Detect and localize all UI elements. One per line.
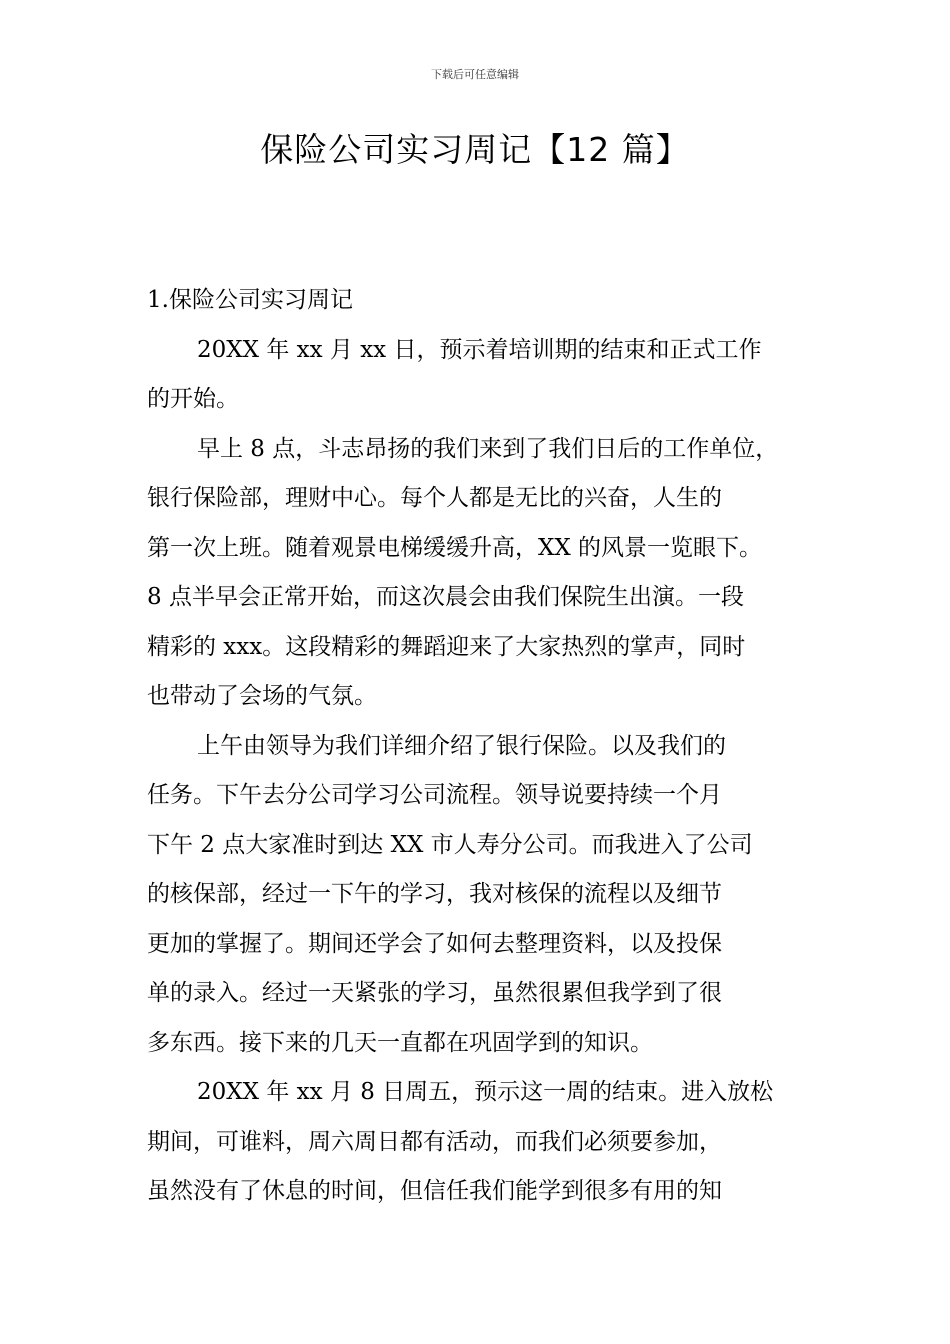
document-title: 保险公司实习周记【12 篇】 bbox=[260, 130, 690, 169]
paragraph-lines bbox=[147, 326, 807, 1217]
document-body bbox=[147, 276, 807, 1217]
header-note: 下载后可任意编辑 bbox=[431, 68, 519, 81]
text-line: 期间，可谁料，周六周日都有活动，而我们必须要参加， bbox=[147, 1128, 722, 1155]
text-line: 精彩的 xxx。这段精彩的舞蹈迎来了大家热烈的掌声，同时 bbox=[147, 633, 746, 660]
text-line: 8 点半早会正常开始，而这次晨会由我们保院生出演。一段 bbox=[147, 584, 744, 610]
text-line: 银行保险部，理财中心。每个人都是无比的兴奋，人生的 bbox=[147, 485, 722, 511]
text-line: 多东西。接下来的几天一直都在巩固学到的知识。 bbox=[147, 1029, 653, 1056]
text-line: 虽然没有了休息的时间，但信任我们能学到很多有用的知 bbox=[147, 1178, 722, 1204]
text-line: 20XX 年 xx 月 8 日周五，预示这一周的结束。进入放松 bbox=[197, 1079, 774, 1105]
text-line: 第一次上班。随着观景电梯缓缓升高，XX 的风景一览眼下。 bbox=[147, 534, 763, 561]
text-line: 单的录入。经过一天紧张的学习，虽然很累但我学到了很 bbox=[147, 980, 722, 1006]
text-line: 任务。下午去分公司学习公司流程。领导说要持续一个月 bbox=[147, 782, 722, 808]
text-line: 下午 2 点大家准时到达 XX 市人寿分公司。而我进入了公司 bbox=[147, 831, 753, 858]
text-line: 也带动了会场的气氛。 bbox=[147, 683, 377, 709]
text-line: 更加的掌握了。期间还学会了如何去整理资料，以及投保 bbox=[147, 930, 722, 957]
text-line: 早上 8 点，斗志昂扬的我们来到了我们日后的工作单位， bbox=[197, 435, 779, 462]
text-line: 的核保部，经过一下午的学习，我对核保的流程以及细节 bbox=[147, 881, 722, 907]
text-line: 20XX 年 xx 月 xx 日，预示着培训期的结束和正式工作 bbox=[197, 336, 762, 363]
text-line: 的开始。 bbox=[147, 386, 239, 412]
section-heading: 1.保险公司实习周记 bbox=[147, 287, 353, 313]
text-line: 上午由领导为我们详细介绍了银行保险。以及我们的 bbox=[197, 732, 726, 759]
